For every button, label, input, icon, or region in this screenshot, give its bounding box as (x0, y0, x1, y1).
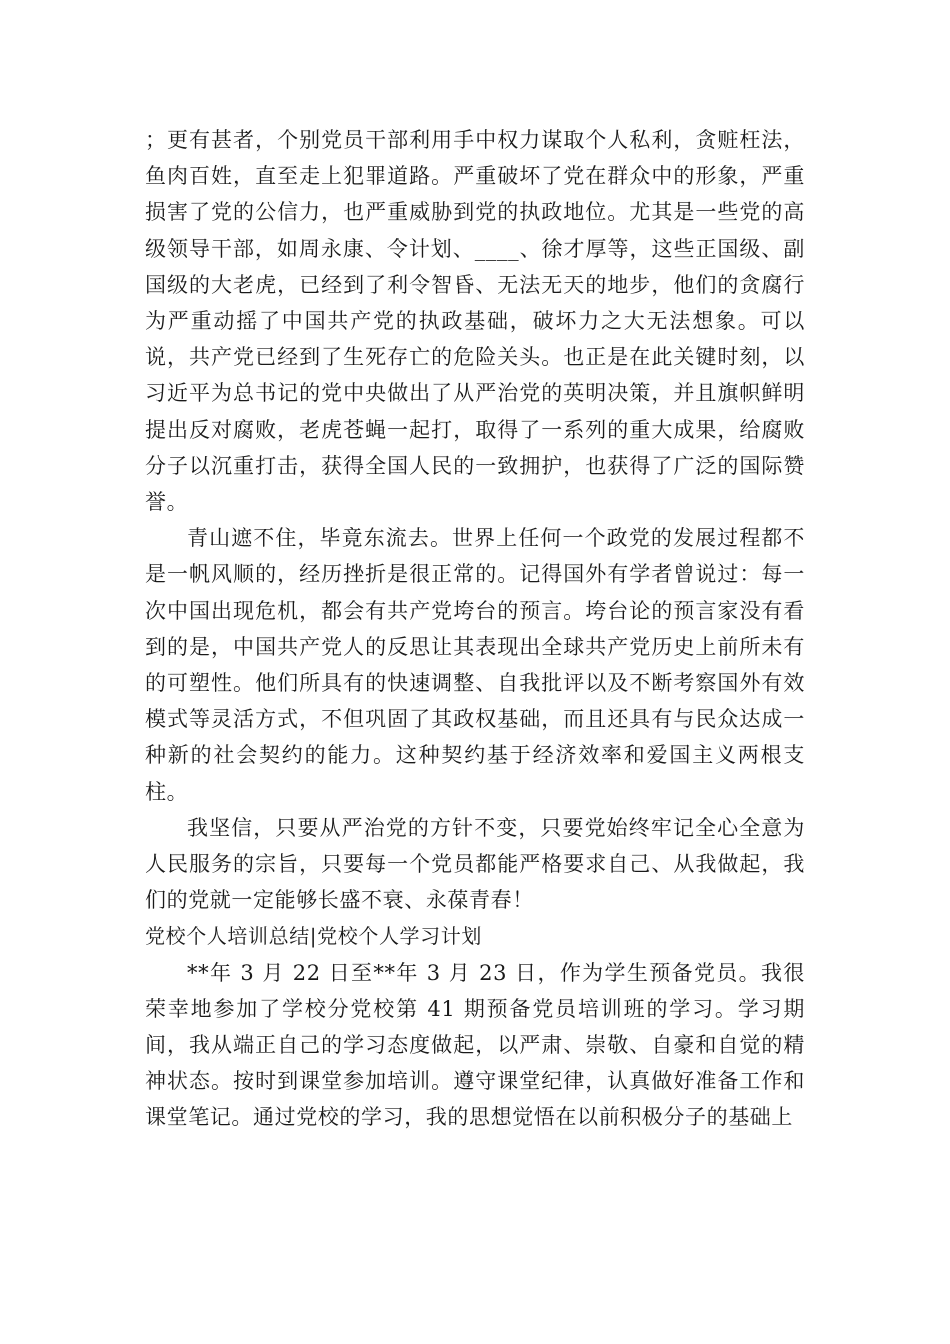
section-heading: 党校个人培训总结|党校个人学习计划 (145, 924, 482, 949)
paragraph-4: **年 3 月 22 日至**年 3 月 23 日，作为学生预备党员。我很荣幸地参加了学校分党校第 41 期预备党员培训班的学习。学习期间，我从端正自己的学习态度做起，以严肃、崇敬、自豪和自觉的精神状态。按时到课堂参加培训。遵守课堂纪律，认真做好准备工作和课堂笔记。通过党校的学习，我的思想觉悟在以前积极分子的基础上 (145, 960, 805, 1130)
paragraph-3: 我坚信，只要从严治党的方针不变，只要党始终牢记全心全意为人民服务的宗旨，只要每一个党员都能严格要求自己、从我做起，我们的党就一定能够长盛不衰、永葆青春！ (145, 815, 805, 913)
document-body (145, 122, 805, 1136)
paragraph-2: 青山遮不住，毕竟东流去。世界上任何一个政党的发展过程都不是一帆风顺的，经历挫折是很正常的。记得国外有学者曾说过：每一次中国出现危机，都会有共产党垮台的预言。垮台论的预言家没有看到的是，中国共产党人的反思让其表现出全球共产党历史上前所未有的可塑性。他们所具有的快速调整、自我批评以及不断考察国外有效模式等灵活方式，不但巩固了其政权基础，而且还具有与民众达成一种新的社会契约的能力。这种契约基于经济效率和爱国主义两根支柱。 (145, 526, 805, 804)
paragraph-1: ；更有甚者，个别党员干部利用手中权力谋取个人私利，贪赃枉法，鱼肉百姓，直至走上犯罪道路。严重破坏了党在群众中的形象，严重损害了党的公信力，也严重威胁到党的执政地位。尤其是一些党的高级领导干部，如周永康、令计划、____、徐才厚等，这些正国级、副国级的大老虎，已经到了利令智昏、无法无天的地步，他们的贪腐行为严重动摇了中国共产党的执政基础，破坏力之大无法想象。可以说，共产党已经到了生死存亡的危险关头。也正是在此关键时刻，以习近平为总书记的党中央做出了从严治党的英明决策，并且旗帜鲜明提出反对腐败，老虎苍蝇一起打，取得了一系列的重大成果，给腐败分子以沉重打击，获得全国人民的一致拥护，也获得了广泛的国际赞誉。 (145, 128, 805, 515)
